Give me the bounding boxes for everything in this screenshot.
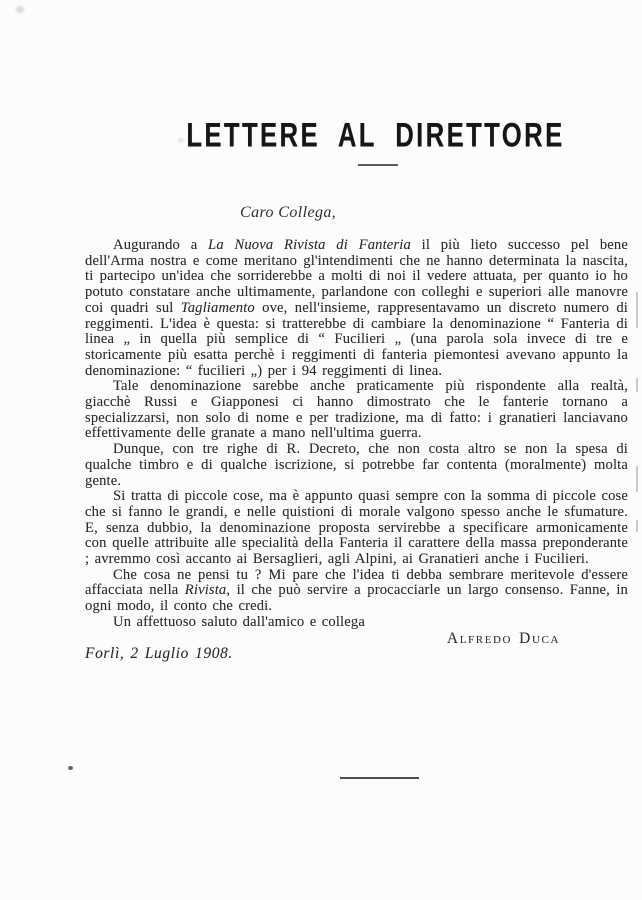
italic-text: Tagliamento	[180, 299, 255, 316]
letter-paragraph	[85, 379, 628, 442]
signature: Alfredo Duca	[446, 629, 560, 647]
letter-paragraph	[85, 615, 628, 631]
italic-text: Rivista	[184, 582, 227, 599]
salutation: Caro Collega,	[240, 204, 337, 221]
ink-speck	[68, 766, 73, 770]
text-run: Si tratta di piccole cose, ma è appunto quasi sempre con la somma di piccole cose che si fanno le grandi, e nelle quistioni di morale valgono spesso anche le sfumature. E, senza dubbio, la denominazione proposta servirebbe a specificare armonicamente con quelle attribuite alle specialità della Fanteria il carattere della massa preponderante ; avremmo così accanto ai Bersaglieri, agli Alpini, ai Granatieri anche i Fucilieri.	[85, 488, 628, 568]
text-run: Dunque, con tre righe di R. Decreto, che non costa altro se non la spesa di qualche timbro e di qualche iscrizione, si potrebbe far contenta (moralmente) molta gente.	[85, 441, 628, 489]
letter-paragraph	[85, 568, 628, 615]
letter-body	[85, 238, 628, 662]
end-divider-rule	[340, 777, 419, 779]
dateline: Forlì, 2 Luglio 1908.	[85, 645, 233, 663]
text-run: Che cosa ne pensi tu ? Mi pare che l'idea ti debba sembrare meritevole d'essere affacciata nella	[85, 566, 628, 599]
page-edge-artifact	[636, 520, 638, 532]
page-edge-artifact	[636, 466, 638, 492]
text-run: Tale denominazione sarebbe anche praticamente più rispondente alla realtà, giacchè Russi e Giapponesi ci hanno dimostrato che le fanterie tornano a specializzarsi, non solo di nome e per tradizione, ma di fatto: i granatieri lanciavano effettivamente delle granate a mano nell'ultima guerra.	[85, 378, 628, 442]
letter-paragraph	[85, 442, 628, 489]
letter-paragraph	[85, 238, 628, 379]
page-edge-artifact	[636, 292, 638, 328]
page-edge-artifact	[636, 378, 638, 392]
letter-paragraph	[85, 489, 628, 568]
text-run: ove, nell'insieme, rappresentavamo un discreto numero di reggimenti. L'idea è questa: si tratterebbe di cambiare la denominazione “ Fanteria di linea „ in quella più semplice di “ Fucilieri „ (una parola sola invece di tre e storicamente più esatta perchè i reggimenti di fanteria piemontesi avevano appunto la denominazione: “ fucilieri „) per i 94 reggimenti di linea.	[85, 299, 628, 379]
text-run: Un affettuoso saluto dall'amico e collega	[113, 613, 365, 630]
page-title-text: LETTERE AL DIRETTORE	[185, 115, 565, 154]
text-run: , il che può servire a procacciarle un largo consenso. Fanne, in ogni modo, il conto che credi.	[85, 582, 628, 615]
scan-smudge	[16, 6, 24, 13]
text-run: il più lieto successo pel bene dell'Arma nostra e come meritano gl'intendimenti che ne hanno determinata la nascita, ti partecipo un'idea che sorriderebbe a molti di noi il vedere attuata, per quanto io ho potuto constatare anche ultimamente, parlandone con colleghi e superiori alle manovre coi quadri sul	[85, 237, 629, 316]
text-run: Augurando a	[113, 237, 209, 253]
scan-smudge	[178, 138, 184, 143]
page-title	[0, 116, 642, 154]
title-divider-rule	[358, 164, 398, 166]
italic-text: La Nuova Rivista di Fanteria	[208, 237, 411, 253]
